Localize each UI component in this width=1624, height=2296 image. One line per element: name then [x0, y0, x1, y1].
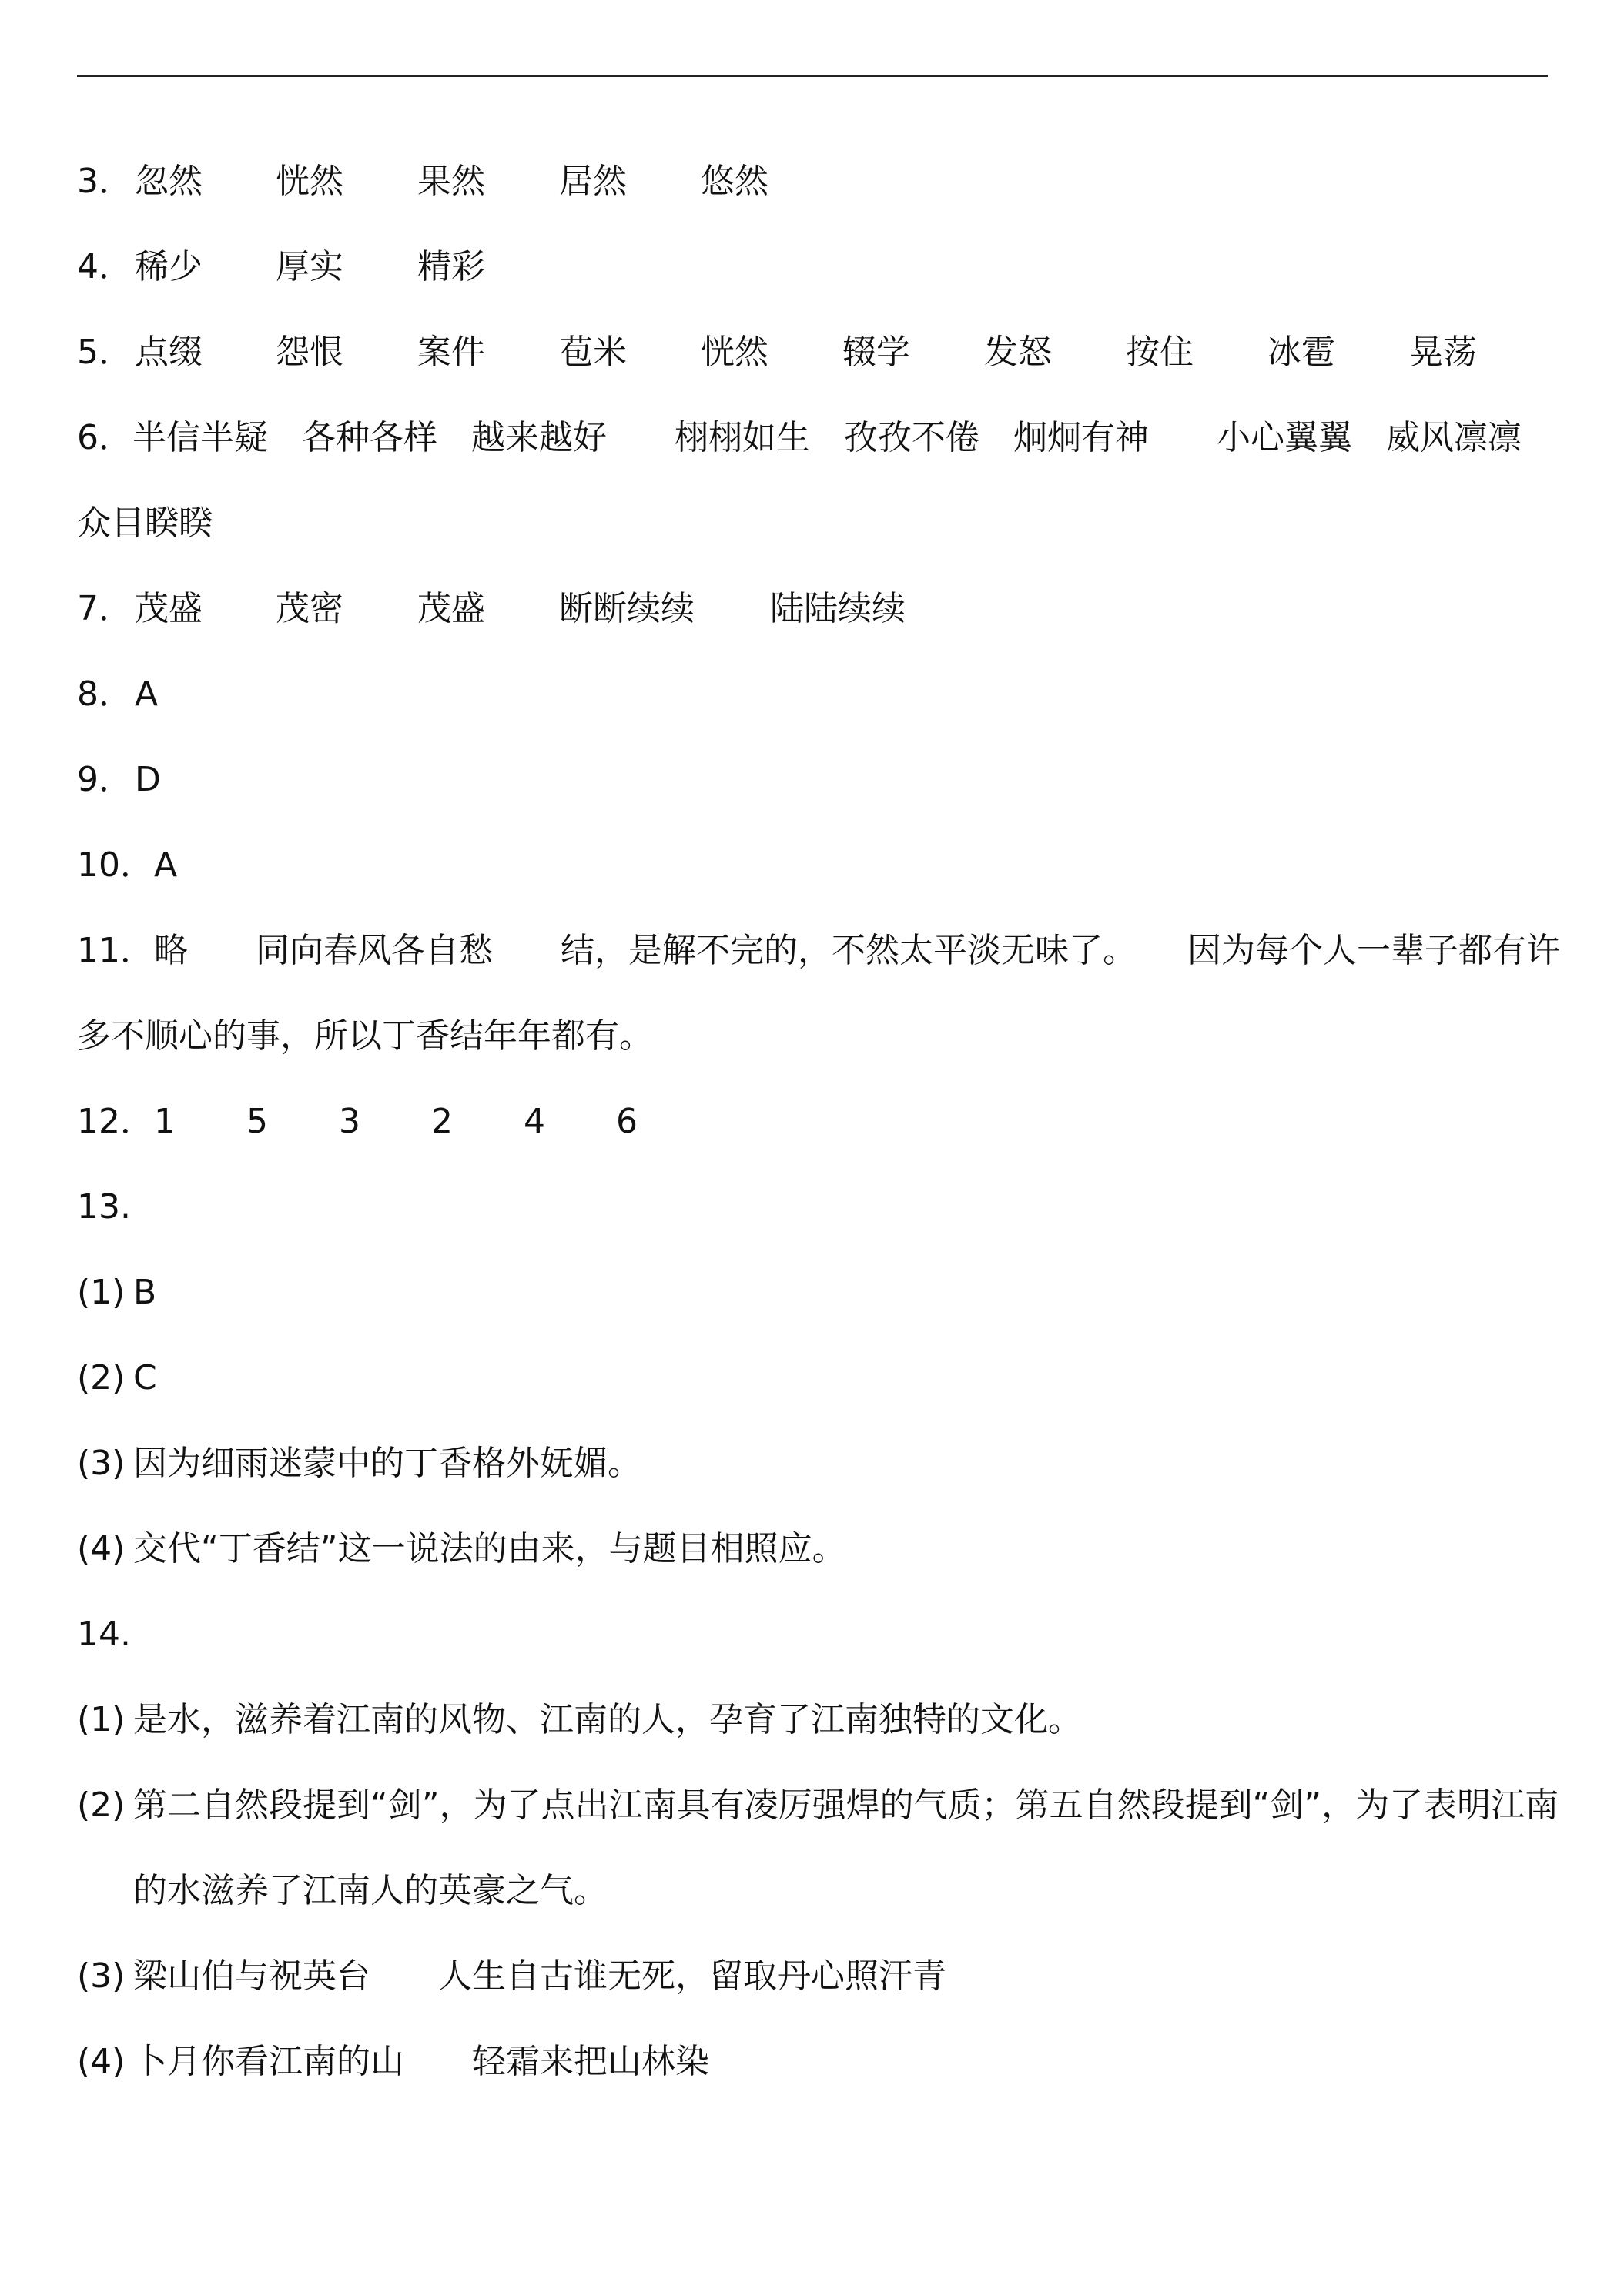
word: 稀少	[135, 247, 203, 286]
sub-label: (3)	[77, 1956, 126, 1996]
header-rule	[77, 75, 1548, 77]
sub-label: (2)	[77, 1786, 126, 1825]
sub-answer-14-3	[77, 1933, 1563, 2019]
item-number: 4．	[77, 247, 132, 286]
answer-item-10	[77, 822, 1563, 908]
sub-label: (4)	[77, 2042, 126, 2081]
order-value: 6	[616, 1102, 638, 1141]
word: 恍然	[701, 333, 768, 372]
sub-answer-13-3	[77, 1421, 1563, 1506]
sub-answer-14-4	[77, 2019, 1563, 2104]
word: 点缀	[135, 333, 203, 372]
order-value: 1	[154, 1102, 176, 1141]
sub-label: (2)	[77, 1358, 126, 1397]
sub-label: (1)	[77, 1700, 126, 1739]
sub-answer-13-1	[77, 1250, 1563, 1335]
sub-text: 梁山伯与祝英台 人生自古谁无死，留取丹心照汗青	[133, 1956, 946, 1996]
word: 厚实	[276, 247, 343, 286]
word: 居然	[559, 162, 627, 201]
idiom-list: 半信半疑 各种各样 越来越好 栩栩如生 孜孜不倦 炯炯有神 小心翼翼 威风凛凛 众目睽睽	[77, 418, 1555, 543]
item-number: 11．	[77, 931, 154, 970]
answer-item-12	[77, 1079, 1563, 1164]
answer-item-11	[77, 908, 1563, 1079]
word: 冰雹	[1267, 333, 1335, 372]
answer-choice: D	[135, 760, 161, 799]
word: 悠然	[701, 162, 768, 201]
order-value: 3	[339, 1102, 360, 1141]
order-value: 5	[246, 1102, 268, 1141]
sub-text: 交代“丁香结”这一说法的由来，与题目相照应。	[133, 1529, 846, 1568]
word: 苞米	[559, 333, 627, 372]
answer-choice: A	[135, 674, 159, 714]
answer-item-4	[77, 224, 1563, 310]
answer-item-14	[77, 1591, 1563, 1677]
sub-answer-13-2	[77, 1335, 1563, 1421]
word: 案件	[417, 333, 485, 372]
item-number: 8．	[77, 674, 132, 714]
answer-choice: A	[154, 845, 178, 885]
item-number: 6．	[77, 418, 132, 457]
item-number: 14.	[77, 1615, 131, 1654]
order-value: 2	[431, 1102, 453, 1141]
item-number: 12．	[77, 1102, 154, 1141]
word: 恍然	[276, 162, 343, 201]
word: 断断续续	[559, 589, 695, 628]
word: 茂盛	[417, 589, 485, 628]
word: 茂密	[276, 589, 343, 628]
sub-label: (3)	[77, 1444, 126, 1483]
item-number: 7．	[77, 589, 132, 628]
sub-answer-14-2	[77, 1762, 1563, 1933]
sub-text: 是水，滋养着江南的风物、江南的人，孕育了江南独特的文化。	[133, 1700, 1082, 1739]
item-number: 13.	[77, 1187, 131, 1227]
sub-text: B	[133, 1273, 157, 1312]
sub-text: C	[133, 1358, 157, 1397]
sub-answer-14-1	[77, 1677, 1563, 1762]
sub-text: 第二自然段提到“剑”，为了点出江南具有凌厉强焊的气质；第五自然段提到“剑”，为了表明江南的水滋养了江南人的英豪之气。	[133, 1786, 1559, 1910]
item-number: 5．	[77, 333, 132, 372]
sub-text: 卜月你看江南的山 轻霜来把山林染	[133, 2042, 709, 2081]
word: 怨恨	[276, 333, 343, 372]
answer-document	[77, 139, 1563, 2104]
sub-text: 因为细雨迷蒙中的丁香格外妩媚。	[133, 1444, 641, 1483]
item-number: 10．	[77, 845, 154, 885]
order-value: 4	[524, 1102, 545, 1141]
word: 果然	[417, 162, 485, 201]
answer-item-9	[77, 737, 1563, 822]
word: 发怒	[984, 333, 1052, 372]
answer-item-5	[77, 310, 1563, 395]
item-number: 3．	[77, 162, 132, 201]
answer-item-8	[77, 651, 1563, 737]
sub-answer-13-4	[77, 1506, 1563, 1591]
answer-item-3	[77, 139, 1563, 224]
word: 按住	[1126, 333, 1194, 372]
word: 陆陆续续	[770, 589, 906, 628]
word: 茂盛	[135, 589, 203, 628]
answer-item-7	[77, 566, 1563, 651]
answer-item-6	[77, 395, 1563, 566]
word: 晃荡	[1409, 333, 1477, 372]
sub-label: (4)	[77, 1529, 126, 1568]
answer-item-13	[77, 1164, 1563, 1250]
sub-label: (1)	[77, 1273, 126, 1312]
answer-text: 略 同向春风各自愁 结，是解不完的，不然太平淡无味了。 因为每个人一辈子都有许多不顺心的事，所以丁香结年年都有。	[77, 931, 1560, 1056]
item-number: 9．	[77, 760, 132, 799]
word: 忽然	[135, 162, 203, 201]
word: 精彩	[417, 247, 485, 286]
word: 辍学	[842, 333, 910, 372]
